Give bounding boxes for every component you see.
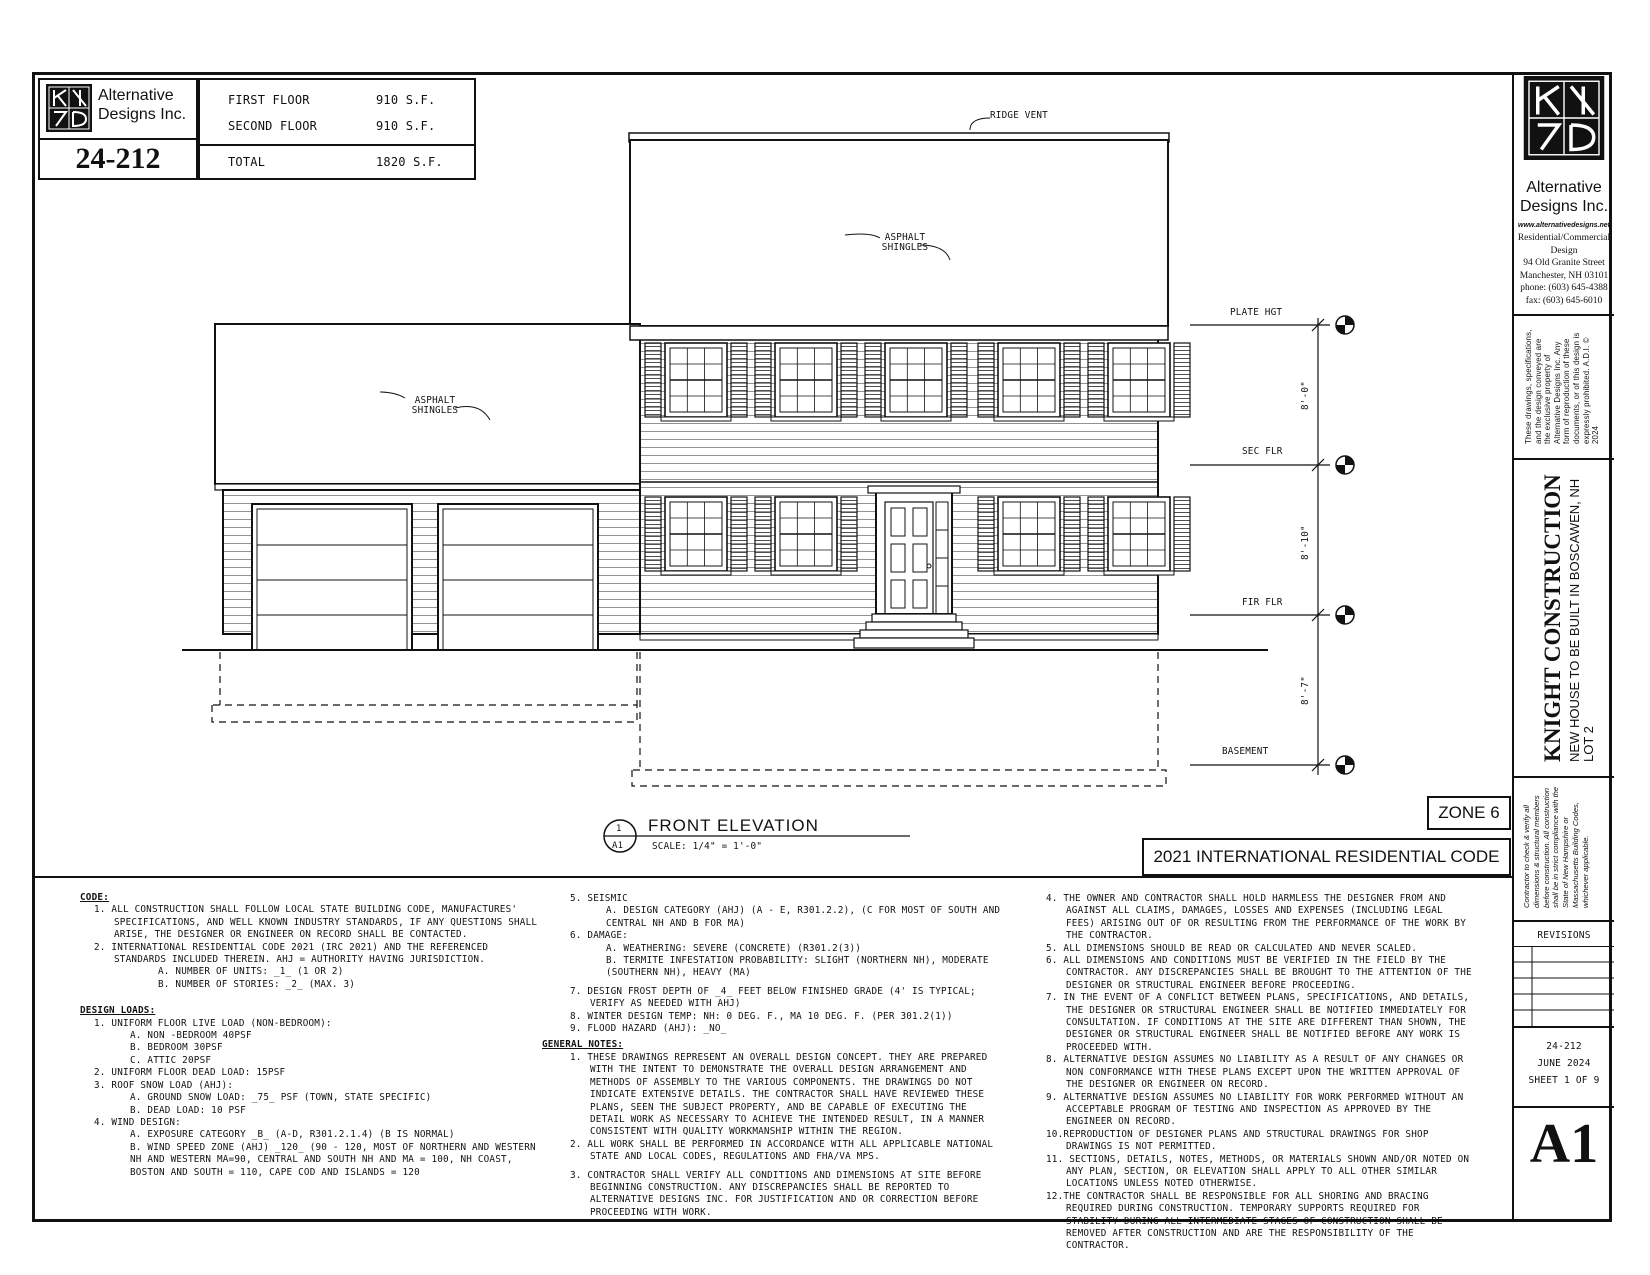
- note-text: 4. THE OWNER AND CONTRACTOR SHALL HOLD HARMLESS THE DESIGNER FROM AND AGAINST ALL CLAIMS, DAMAGES, LOSSES AND EXPENSES (INCLUDING LEGAL FEES) ARISING OUT OF OR RESULTING FROM THE PERFORMANCE OF THE WORK BY THE CONTRACTOR.: [1046, 893, 1467, 942]
- detail-number: 1: [616, 824, 622, 834]
- elevation-title: FRONT ELEVATION: [648, 816, 819, 835]
- level-label-plate: PLATE HGT: [1230, 307, 1283, 318]
- note-text: 5. SEISMIC: [570, 893, 628, 904]
- note-text: B. NUMBER OF STORIES: _2_ (MAX. 3): [158, 978, 356, 990]
- firm-name-line2: Designs Inc.: [1519, 198, 1609, 215]
- window: [755, 497, 857, 575]
- revisions-label: REVISIONS: [1537, 930, 1591, 941]
- project-line: NEW HOUSE TO BE BUILT IN BOSCAWEN, NH: [1567, 478, 1582, 762]
- tb-divider: [1514, 314, 1614, 316]
- note-text: 9. ALTERNATIVE DESIGN ASSUMES NO LIABILITY FOR WORK PERFORMED WITHOUT AN ACCEPTABLE PROGRAM OF TESTING AND INSPECTION AS APPROVED BY THE ENGINEER ON RECORD.: [1046, 1091, 1464, 1128]
- zone-box: ZONE 6: [1427, 796, 1511, 830]
- notes-col-2: [542, 893, 1006, 1219]
- notes-divider: [32, 876, 1512, 878]
- garage-door-left: [252, 504, 412, 650]
- tb-divider: [1514, 920, 1614, 922]
- note-text: 11. SECTIONS, DETAILS, NOTES, METHODS, OR MATERIALS SHOWN AND/OR NOTED ON ANY PLAN, SECTION, OR ELEVATION SHALL APPLY TO ALL OTHER SIMILAR LOCATIONS UNLESS NOTED OTHERWISE.: [1046, 1153, 1470, 1190]
- note-text: 4. WIND DESIGN:: [94, 1116, 181, 1128]
- level-label-basement: BASEMENT: [1222, 746, 1269, 757]
- note-text: 8. WINTER DESIGN TEMP: NH: 0 DEG. F., MA 10 DEG. F. (PER 301.2(1)): [570, 1010, 953, 1022]
- dim-middle: 8'-10": [1300, 525, 1311, 560]
- note-text: 7. DESIGN FROST DEPTH OF _4_ FEET BELOW FINISHED GRADE (4' IS TYPICAL; VERIFY AS NEEDED WITH AHJ): [570, 985, 976, 1010]
- ridge-vent-label: RIDGE VENT: [990, 110, 1048, 121]
- note-text: A. GROUND SNOW LOAD: _75_ PSF (TOWN, STATE SPECIFIC): [130, 1092, 432, 1104]
- asphalt-garage-label: ASPHALT SHINGLES: [411, 395, 459, 416]
- garage-door-right: [438, 504, 598, 650]
- title-block-firm: [1514, 178, 1614, 216]
- firm-website: www.alternativedesigns.net: [1518, 222, 1610, 229]
- note-text: A. NUMBER OF UNITS: _1_ (1 OR 2): [158, 966, 344, 978]
- note-text: 9. FLOOD HAZARD (AHJ): _NO_: [570, 1023, 727, 1035]
- copyright-notice: These drawings, specifications, and the design conveyed are the exclusive property of Alternative Designs Inc. Any form of reproduction of these documents, or of this design is expressly prohibited. A.D.I. © 2024: [1524, 329, 1601, 444]
- area-label: TOTAL: [228, 155, 266, 169]
- contractor-notice: Contractor to check & verify all dimensions & structural members before construction. All construction shall be in strict compliance with the State of New Hampshire or Massachusetts Building Codes, whichever applicable.: [1522, 786, 1590, 908]
- tb-divider: [1514, 1106, 1614, 1108]
- note-text: 2. INTERNATIONAL RESIDENTIAL CODE 2021 (IRC 2021) AND THE REFERENCED STANDARDS INCLUDED THEREIN. AHJ = AUTHORITY HAVING JURISDICTION.: [94, 941, 489, 966]
- window: [755, 343, 857, 421]
- area-value: 910 S.F.: [376, 119, 436, 133]
- title-block: [1512, 72, 1614, 1222]
- note-text: A. DESIGN CATEGORY (AHJ) (A - E, R301.2.2), (C FOR MOST OF SOUTH AND CENTRAL NH AND B FOR MA): [606, 905, 1001, 929]
- note-text: B. DEAD LOAD: 10 PSF: [130, 1104, 246, 1116]
- window: [978, 343, 1080, 421]
- ridge-vent-leader: [970, 118, 990, 130]
- sheet-job: 24-212: [1546, 1041, 1582, 1052]
- front-steps: [872, 614, 956, 622]
- dim-upper: 8'-0": [1300, 381, 1311, 410]
- project-line: LOT 2: [1581, 726, 1596, 762]
- area-label: FIRST FLOOR: [228, 93, 310, 107]
- window: [645, 497, 747, 575]
- note-text: 7. IN THE EVENT OF A CONFLICT BETWEEN PLANS, SPECIFICATIONS, AND DETAILS, THE DESIGNER OR STRUCTURAL ENGINEER SHALL BE NOTIFIED IMMEDIATELY FOR CONSULTATION. IF CONDITIONS AT THE SITE ARE DIFFERENT THAN SHOWN, THE DESIGNER OR STRUCTURAL ENGINEER SHALL BE NOTIFIED BEFORE ANY WORK IS PROCEEDED WITH.: [1046, 992, 1470, 1053]
- window: [865, 343, 967, 421]
- firm-address: 94 Old Granite Street: [1523, 258, 1605, 268]
- tb-divider: [1514, 776, 1614, 778]
- note-text: 2. UNIFORM FLOOR DEAD LOAD: 15PSF: [94, 1067, 286, 1079]
- front-door: [876, 492, 952, 614]
- note-text: 10.REPRODUCTION OF DESIGNER PLANS AND STRUCTURAL DRAWINGS FOR SHOP DRAWINGS IS NOT PERMITTED.: [1046, 1128, 1429, 1153]
- client-name: KNIGHT CONSTRUCTION: [1540, 474, 1565, 762]
- notes-col-3: [1032, 893, 1474, 1253]
- job-number: 24-212: [75, 142, 161, 175]
- firm-contact: [1514, 232, 1614, 307]
- firm-fax: fax: (603) 645-6010: [1525, 295, 1603, 306]
- sheet-count: SHEET 1 OF 9: [1528, 1075, 1600, 1086]
- area-value: 1820 S.F.: [376, 155, 443, 169]
- detail-sheet-ref: A1: [612, 841, 624, 851]
- note-text: 1. UNIFORM FLOOR LIVE LOAD (NON-BEDROOM):: [94, 1017, 332, 1029]
- area-value: 910 S.F.: [376, 93, 436, 107]
- sheet-info: [1514, 1038, 1614, 1089]
- note-text: 3. CONTRACTOR SHALL VERIFY ALL CONDITIONS AND DIMENSIONS AT SITE BEFORE BEGINNING CONSTRUCTION. ANY DISCREPANCIES SHALL BE REPORTED TO ALTERNATIVE DESIGNS INC. FOR JUSTIFICATION AND OR CORRECTION BEFORE PROCEEDING WITH WORK.: [570, 1169, 982, 1218]
- note-text: 2. ALL WORK SHALL BE PERFORMED IN ACCORDANCE WITH ALL APPLICABLE NATIONAL STATE AND LOCAL CODES, REGULATIONS AND FHA/VA MPS.: [570, 1138, 994, 1163]
- note-text: A. NON -BEDROOM 40PSF: [130, 1030, 252, 1042]
- note-text: 6. ALL DIMENSIONS AND CONDITIONS MUST BE VERIFIED IN THE FIELD BY THE CONTRACTOR. ANY DISCREPANCIES SHALL BE BROUGHT TO THE ATTENTION OF THE DESIGNER OR STRUCTURAL ENGINEER BEFORE PROCEEDING.: [1046, 955, 1472, 991]
- note-text: 3. ROOF SNOW LOAD (AHJ):: [94, 1079, 234, 1091]
- area-label: SECOND FLOOR: [228, 119, 318, 133]
- window: [978, 497, 1080, 575]
- level-label-sec: SEC FLR: [1242, 446, 1283, 457]
- firm-address: Manchester, NH 03101: [1519, 270, 1609, 281]
- sheet-date: JUNE 2024: [1537, 1058, 1591, 1069]
- firm-tagline: Design: [1550, 245, 1578, 256]
- window: [1088, 343, 1190, 421]
- note-text: B. BEDROOM 30PSF: [130, 1042, 223, 1054]
- code-heading: CODE:: [80, 892, 109, 903]
- tb-divider: [1514, 458, 1614, 460]
- firm-tagline: Residential/Commercial: [1517, 233, 1611, 243]
- note-text: 1. ALL CONSTRUCTION SHALL FOLLOW LOCAL STATE BUILDING CODE, MANUFACTURES' SPECIFICATIONS, AND WELL KNOWN INDUSTRY STANDARDS, IF ANY QUESTIONS SHALL ARISE, THE DESIGNER OR ENGINEER ON RECORD SHALL BE CONTACTED.: [94, 904, 538, 941]
- level-label-first: FIR FLR: [1242, 597, 1283, 608]
- title-block-logo-icon: [1520, 76, 1608, 160]
- firm-name-line2: Designs Inc.: [98, 106, 187, 123]
- note-text: 5. ALL DIMENSIONS SHOULD BE READ OR CALCULATED AND NEVER SCALED.: [1046, 942, 1418, 954]
- note-text: 6. DAMAGE:: [570, 930, 628, 942]
- notes-col-1: [80, 886, 540, 1179]
- dim-lower: 8'-7": [1300, 676, 1311, 705]
- note-text: B. TERMITE INFESTATION PROBABILITY: SLIGHT (NORTHERN NH), MODERATE (SOUTHERN NH), HEAVY (MA): [606, 955, 989, 979]
- note-text: B. WIND SPEED ZONE (AHJ) _120_ (90 - 120, MOST OF NORTHERN AND WESTERN NH AND WESTERN MA=90, CENTRAL AND SOUTH NH AND MA = 100, NH COAST, BOSTON AND SOUTH = 110, CAPE COD AND ISLANDS = 120: [130, 1141, 536, 1178]
- window: [1088, 497, 1190, 575]
- tb-divider: [1514, 1026, 1614, 1028]
- general-notes-heading: GENERAL NOTES:: [542, 1039, 624, 1051]
- note-text: A. WEATHERING: SEVERE (CONCRETE) (R301.2(3)): [606, 942, 862, 954]
- firm-name-line1: Alternative: [1526, 179, 1602, 196]
- note-text: 8. ALTERNATIVE DESIGN ASSUMES NO LIABILITY AS A RESULT OF ANY CHANGES OR NON CONFORMANCE WITH THESE PLANS EXCEPT UPON THE WRITTEN APPROVAL OF THE DESIGNER OR ENGINEER ON RECORD.: [1046, 1054, 1464, 1091]
- note-text: A. EXPOSURE CATEGORY _B_ (A-D, R301.2.1.4) (B IS NORMAL): [130, 1129, 455, 1141]
- project-info: [1568, 479, 1596, 762]
- asphalt-main-label: ASPHALT SHINGLES: [881, 232, 929, 253]
- firm-name-line1: Alternative: [98, 87, 174, 104]
- window: [645, 343, 747, 421]
- note-text: 12.THE CONTRACTOR SHALL BE RESPONSIBLE FOR ALL SHORING AND BRACING REQUIRED DURING CONSTRUCTION. TEMPORARY SUPPORTS REQUIRED FOR STABILITY DURING ALL INTERMEDIATE STAGES OF CONSTRUCTION SHALL BE REMOVED AFTER CONSTRUCTION AND ARE THE RESPONSIBILITY OF THE CONTRACTOR.: [1046, 1190, 1443, 1252]
- revisions-grid: [1514, 946, 1614, 1026]
- level-target-icons: [1336, 316, 1354, 774]
- note-text: 1. THESE DRAWINGS REPRESENT AN OVERALL DESIGN CONCEPT. THEY ARE PREPARED WITH THE INTENT TO DEMONSTRATE THE OVERALL DESIGN ARRANGEMENT AND METHODS OF ASSEMBLY TO THE VARIOUS COMPONENTS. THE DRAWINGS DO NOT INDICATE EXTENSIVE DETAILS. THE CONTRACTOR SHALL HAVE REVIEWED THESE PLANS, SEEN THE SUBJECT PROPERTY, AND BE CAPABLE OF EXECUTING THE DETAIL WORK AS NECESSARY TO ACHIEVE THE INTENDED RESULT, IN A MANNER CONSISTENT WITH QUALITY WORKMANSHIP WITHIN THE REGION.: [570, 1051, 988, 1138]
- code-banner: 2021 INTERNATIONAL RESIDENTIAL CODE: [1142, 838, 1511, 876]
- note-text: C. ATTIC 20PSF: [130, 1054, 212, 1066]
- firm-phone: phone: (603) 645-4388: [1520, 283, 1608, 293]
- foundation-dashed: [212, 652, 1166, 786]
- design-loads-heading: DESIGN LOADS:: [80, 1005, 156, 1017]
- sheet-id: A1: [1529, 1113, 1599, 1175]
- elevation-scale: SCALE: 1/4" = 1'-0": [652, 841, 763, 852]
